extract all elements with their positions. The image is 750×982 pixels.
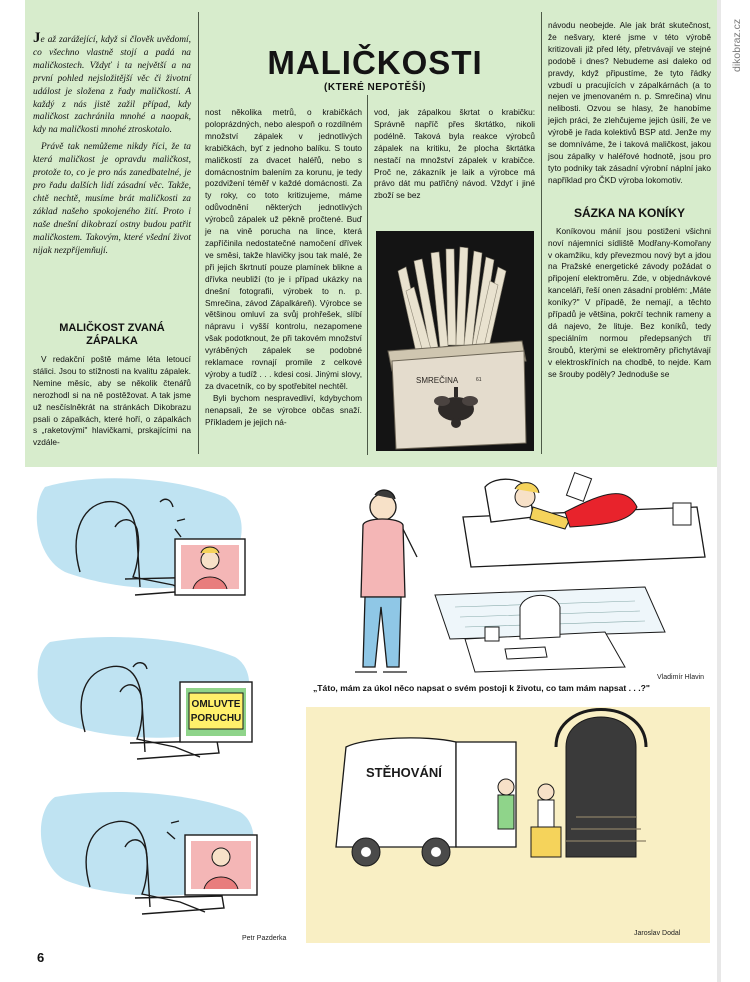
section1-text-1: V redakční poště máme léta letoucí stálici. Jsou to stížnosti na kvalitu zápalek. Nemine měsíc, aby se několik čtenářů nerozhodl si na ně postěžovat. A tak jsme už nesčíslněkrát na stránkách Dikobrazu psali o zápalkách, které hoří, o zápalkách s „raketovými" hlavičkami, prskajícími na vzdále-: [33, 354, 191, 448]
credit-hlavin: Vladimír Hlavin: [657, 674, 705, 681]
section1-text-3: vod, jak zápalkou škrtat o krabičku: Správně napříč přes škrtátko, nikoli podélně. Taková byla reakce výrobců zápalek na kritiku, že plocha škrtátka nestačí na množství zápalek v krabičce. Proč ne, zákazník je laik a výrobce má právo dát mu patřičný návod. Vždyť i jiné zboží se bez: [374, 107, 535, 201]
intro-paragraph-2: Právě tak nemůžeme nikdy říci, že ta která maličkost je opravdu maličkost, protože to, co je pro nás zanedbatelné, je pro řadu dalších lidí zásadní věc. Takže, chtě nechtě, musíme brát maličkosti za základ našeho spokojeného žití. Proto i naše dnešní dikobrazí ostny budou patřit maličkostem. Takovým, které všední život nijak nezpříjemňují.: [33, 142, 191, 256]
matchbox-illustration: [376, 231, 534, 451]
intro-column: [33, 32, 191, 257]
matchbox-label: SMREČINA: [416, 376, 459, 385]
section1-column-2: [205, 107, 362, 428]
section2-heading: SÁZKA NA KONÍKY: [573, 205, 686, 220]
section1-text-2: nost několika metrů, o krabičkách poloprázdných, nebo alespoň o rozdílném množství zápalek v jednotlivých krabičkách, byť z jednoho balíku. S touto maličkostí za dvacet haléřů, nebo s domácnostním balením za korunu, je tedy pozdvižení téměř v každé domácnosti. Za ty roky, co toto kritizujeme, máme odůvodnění některých jednotlivých výrobců zápalek už pěkně pročtené. Buď je na vině porucha na lince, která zapříčinila nedostatečné namočení dřívek ve směsi, takže hlavičky jsou tak malé, že při jejich škrtnutí pouze plamínek blikne a dřívka neubliží (to je i případ ukázky na dnešní fotografii, výrobek to n. p. Smrečina, závod Zápalkáreň). Výrobce se většinou omluví za svůj prohřešek, slíbí nápravu i vyšší kontrolu, nezapomene však podotknout, že při takovém množství vyráběných zápalek se podobné reklamace rovnají promile z celkové výroby a tudíž . . . kdesi cosi. Jinými slovy, za dvacetník, co by spotřebitel nechtěl.: [205, 107, 362, 391]
watermark: dikobraz.cz: [731, 2, 747, 88]
column-4: [548, 20, 711, 380]
column-divider: [198, 12, 199, 454]
section1-column-3: [374, 107, 535, 202]
section1-heading: MALIČKOST ZVANÁ ZÁPALKA: [59, 322, 165, 347]
matchbox-label-number: 61: [476, 377, 482, 383]
cartoon-area: [25, 467, 717, 955]
truck-lettering: STĚHOVÁNÍ: [366, 765, 442, 780]
column-4-text: návodu neobejde. Ale jak brát skutečnost, že nešvary, které jsme v této výrobě kritizovali již před léty, přetrvávají ve stejné podobě i dnes? Nebudeme asi daleko od pravdy, když připustíme, že tyto řádky vzbudí u pracujících v zápalkárnách (a to nejen ve jmenovaném n. p. Smrečina) vlnu nelibosti. Ozvou se hlasy, že hanobíme jejich práci, že zlehčujeme jejich úsilí, že ve výrobě je řada kolektivů BSP atd. Jenže my se domníváme, že i taková maličkost, jakou jsou zápalky v haléřové hodnotě, jsou pro tyto podniky tak zásadní výrobní náplní jako například pro ČKD výroba lokomotiv.: [548, 20, 711, 185]
section1-column: [33, 322, 191, 449]
column-divider: [367, 95, 368, 455]
tv-sign-line2: PORUCHU: [190, 713, 242, 724]
intro-paragraph-1: e až zarážející, když si člověk uvědomí, co všechno vlastně stojí a padá na maličkostech. Vždyť i ta největší a na první pohled nejsložitější věc či životní událost je složena z řady maličkostí. A každý z nás jistě zažil případ, kdy maličkost zachránila mnohé a naopak, kdy na maličkosti mnohé ztroskotalo.: [33, 35, 191, 136]
cartoon-caption: „Táto, mám za úkol něco napsat o svém postoji k životu, co tam mám napsat . . .?": [313, 683, 650, 693]
section1-text-2b: Byli bychom nespravedliví, kdybychom nenapsali, že se výrobce občas snaží. Příkladem je jejich ná-: [205, 392, 362, 427]
page-number: 6: [37, 950, 45, 965]
article-subtitle: (KTERÉ NEPOTĚŠÍ): [324, 82, 426, 93]
matchbox-photo: [376, 231, 534, 451]
intro-dropcap: J: [33, 30, 41, 46]
credit-pazderka: Petr Pazderka: [242, 935, 287, 942]
cartoons-drawing: [25, 467, 717, 955]
tv-sign-line1: OMLUVTE: [191, 699, 241, 710]
section2-text: Koníkovou mánií jsou postiženi všichni noví nájemníci sídliště Modřany-Komořany v okamžiku, kdy převezmou nový byt a jdou na Pražské energetické závody požádat o připojení elektroměru. Zde, v objednávkové kanceláři, řeší onen zásadní problém: „Máte koníky?" V případě, že nemají, a těchto případů je většina, pokrčí technik rameny a dá najevo, že lituje. Bez koníků, tedy speciálním normou předepsaných tří šroubů, kterými se elektroměry přichytávají v elektroskříních na chodbě, to nejde. Kam se šrouby poděly? Jednoduše se: [548, 225, 711, 379]
credit-dodal: Jaroslav Dodal: [634, 930, 681, 937]
page-edge: [717, 0, 721, 982]
article-title: MALIČKOSTI: [267, 44, 483, 81]
